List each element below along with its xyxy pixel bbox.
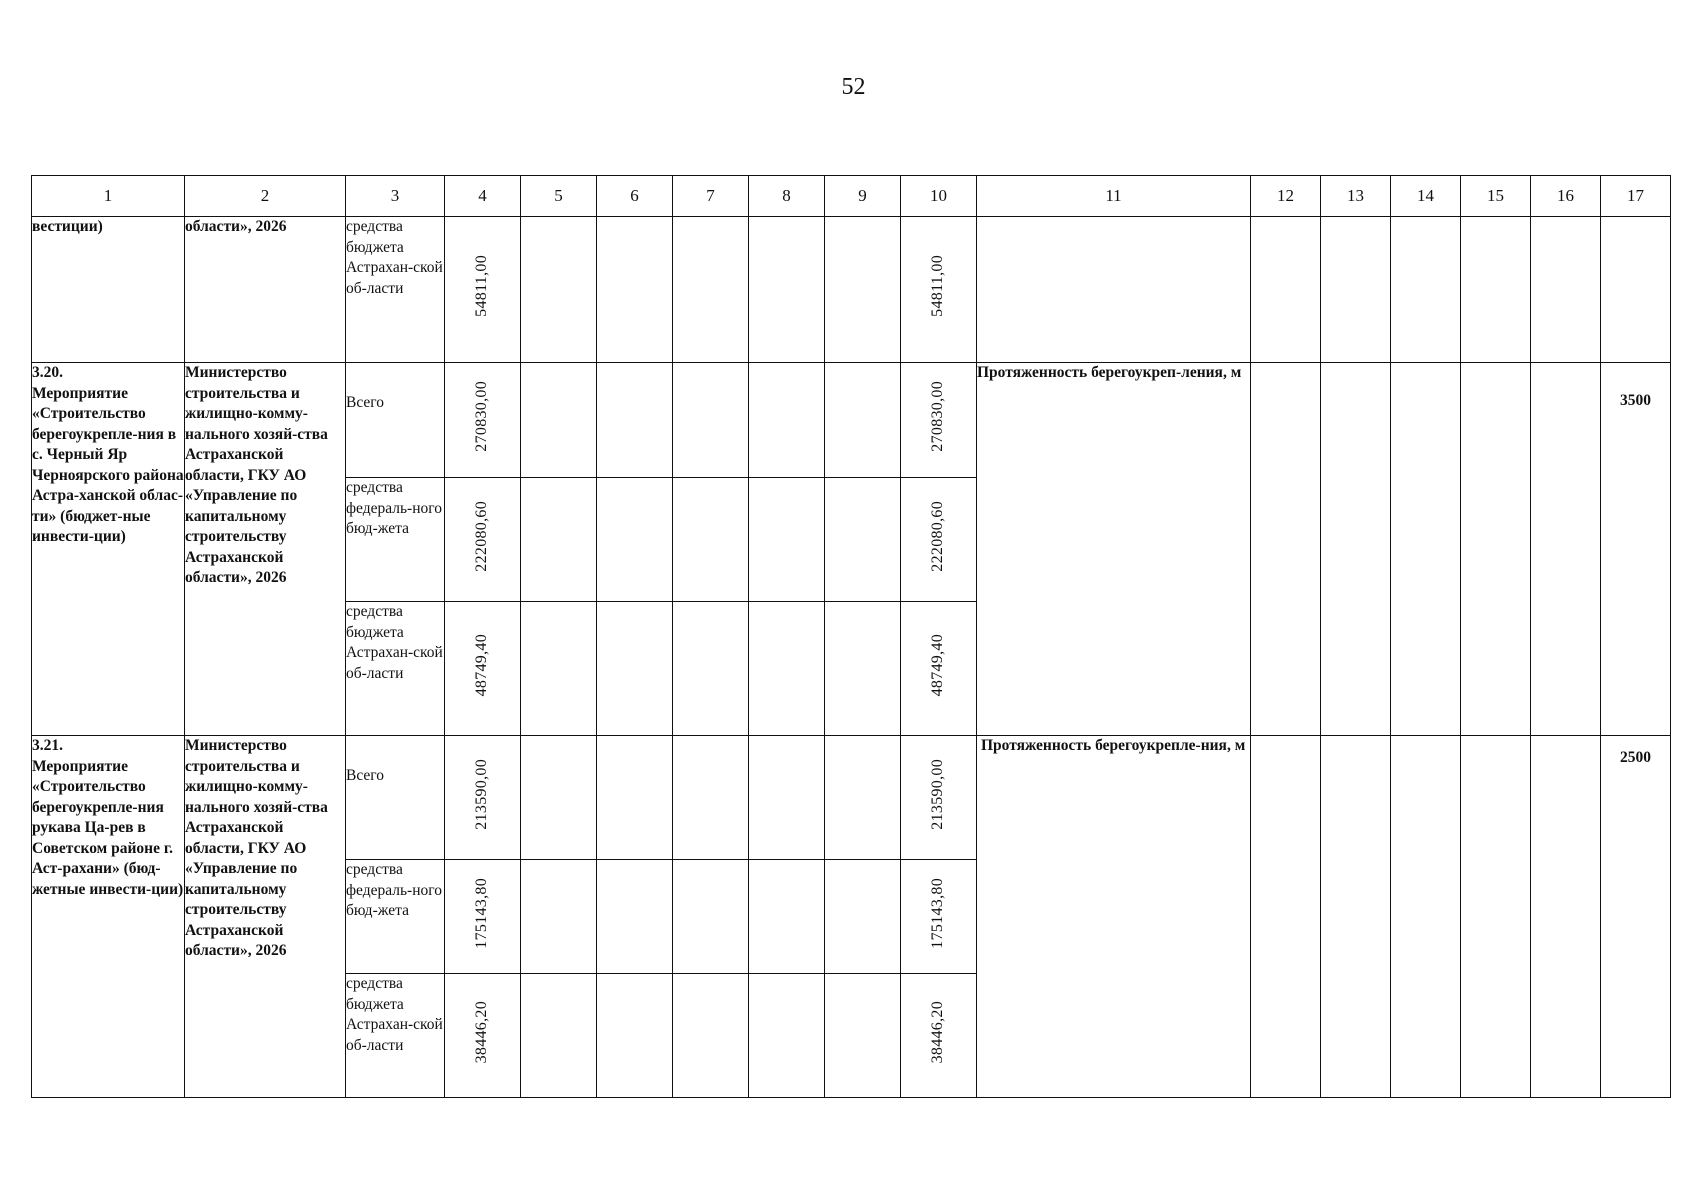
measure-3-20-indicator: Протяженность берегоукреп-ления, м	[977, 363, 1251, 736]
amount-col10: 175143,80	[929, 877, 947, 949]
funding-source: средства федераль-ного бюд-жета	[346, 478, 445, 602]
measure-3-20-title: 3.20. Мероприятие «Строительство берегоукрепле-ния в с. Черный Яр Черноярского района Астра-ханской облас-ти» (бюджет-ные инвести-ции)	[32, 363, 185, 736]
funding-source: средства федераль-ного бюд-жета	[346, 860, 445, 974]
col-header-8: 8	[749, 176, 825, 217]
col-header-2: 2	[185, 176, 346, 217]
measure-3-20-target: 3500	[1601, 363, 1671, 736]
funding-source: средства бюджета Астрахан-ской об-ласти	[346, 974, 445, 1098]
amount-col4: 48749,40	[473, 634, 491, 697]
col-header-7: 7	[673, 176, 749, 217]
amount-col4: 38446,20	[473, 1001, 491, 1064]
amount-col10: 38446,20	[929, 1001, 947, 1064]
amount-col4: 222080,60	[473, 500, 491, 572]
amount-col10: 54811,00	[929, 255, 947, 318]
col-header-13: 13	[1321, 176, 1391, 217]
funding-source: Всего	[346, 363, 445, 478]
col-header-3: 3	[346, 176, 445, 217]
col-header-17: 17	[1601, 176, 1671, 217]
table-row	[32, 217, 1671, 363]
measure-3-21-indicator: Протяженность берегоукрепле-ния, м	[977, 736, 1251, 1098]
amount-col4: 270830,00	[473, 381, 491, 453]
col-header-5: 5	[521, 176, 597, 217]
continuation-col1: вестиции)	[32, 217, 185, 363]
col-header-6: 6	[597, 176, 673, 217]
amount-col10: 222080,60	[929, 500, 947, 572]
col-header-1: 1	[32, 176, 185, 217]
table-row	[32, 363, 1671, 478]
page-number: 52	[841, 74, 866, 100]
col-header-14: 14	[1391, 176, 1461, 217]
col-header-11: 11	[977, 176, 1251, 217]
amount-col4: 54811,00	[473, 255, 491, 318]
measure-3-21-title: 3.21. Мероприятие «Строительство берегоукрепле-ния рукава Ца-рев в Советском районе г. Аст-рахани» (бюд-жетные инвести-ции)	[32, 736, 185, 1098]
continuation-col2: области», 2026	[185, 217, 346, 363]
header-row	[32, 176, 1671, 217]
col-header-12: 12	[1251, 176, 1321, 217]
program-table	[31, 175, 1671, 1098]
measure-3-21-executor: Министерство строительства и жилищно-комму-нального хозяй-ства Астраханской области, ГКУ АО «Управление по капитальному строительству Астраханской области», 2026	[185, 736, 346, 1098]
amount-col4: 213590,00	[473, 758, 491, 830]
funding-source: средства бюджета Астрахан-ской об-ласти	[346, 217, 445, 363]
amount-col4: 175143,80	[473, 877, 491, 949]
col-header-16: 16	[1531, 176, 1601, 217]
col-header-10: 10	[901, 176, 977, 217]
table-row	[32, 736, 1671, 860]
col-header-9: 9	[825, 176, 901, 217]
amount-col10: 270830,00	[929, 381, 947, 453]
funding-source: средства бюджета Астрахан-ской об-ласти	[346, 602, 445, 736]
measure-3-20-executor: Министерство строительства и жилищно-комму-нального хозяй-ства Астраханской области, ГКУ АО «Управление по капитальному строительству Астраханской области», 2026	[185, 363, 346, 736]
col-header-4: 4	[445, 176, 521, 217]
col-header-15: 15	[1461, 176, 1531, 217]
amount-col10: 213590,00	[929, 758, 947, 830]
funding-source: Всего	[346, 736, 445, 860]
measure-3-21-target: 2500	[1601, 736, 1671, 1098]
amount-col10: 48749,40	[929, 634, 947, 697]
